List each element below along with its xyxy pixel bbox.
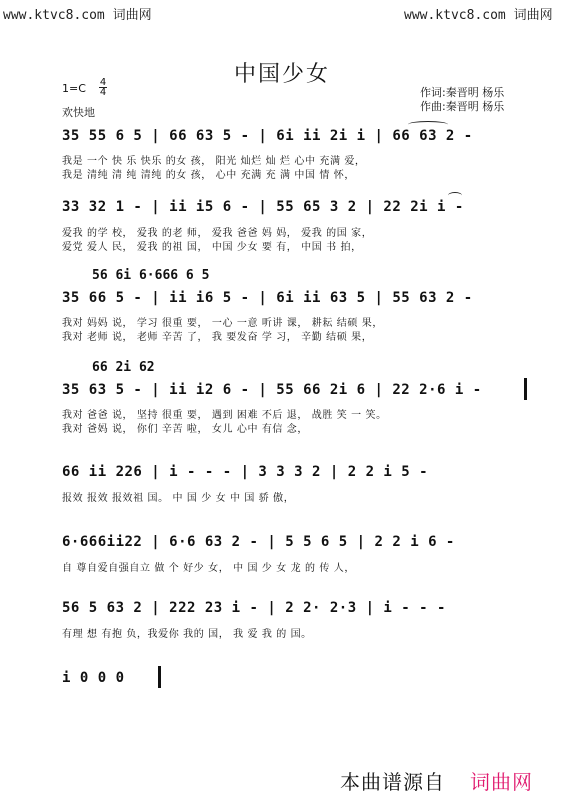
time-signature [99,78,107,97]
footer-site-link[interactable]: 词曲网 [470,770,533,794]
header-right-site: www.ktvc8.com 词曲网 [404,8,553,23]
lyric-line-1: 有理 想 有抱 负，我爱你 我的 国， 我 爱 我 的 国。 [62,629,312,640]
notation-line: i 0 0 0 [62,670,125,686]
footer-source-label: 本曲谱源自 [340,770,445,794]
page-title: 中国少女 [233,62,330,87]
tie-mark [448,192,462,199]
upper-voice-line: 56 6i 6·666 6 5 [92,268,210,283]
notation-line: 35 66 5 - | ii i6 5 - | 6i ii 63 5 | 55 63 2 - [62,290,473,306]
composer-credit: 作曲:秦晋明 杨乐 [420,100,505,113]
lyric-line-1: 报效 报效 报效祖 国。 中 国 少 女 中 国 骄 傲， [62,493,295,504]
lyric-line-1: 我对 妈妈 说， 学习 很重 要， 一心 一意 听讲 课， 耕耘 结硕 果， [62,318,383,329]
time-signature-bottom: 4 [99,87,107,98]
notation-line: 35 63 5 - | ii i2 6 - | 55 66 2i 6 | 22 2·6 i - [62,382,482,398]
upper-voice-line: 66 2i 62 [92,360,155,375]
tempo-marking: 欢快地 [62,106,95,119]
notation-line: 33 32 1 - | ii i5 6 - | 55 65 3 2 | 22 2i i - [62,199,464,215]
lyric-line-1: 爱我 的学 校， 爱我 的老 师， 爱我 爸爸 妈 妈， 爱我 的国 家， [62,228,373,239]
lyric-line-2: 我对 爸妈 说， 你们 辛苦 啦， 女儿 心中 有信 念， [62,424,309,435]
time-signature-top: 4 [99,77,107,88]
lyric-line-1: 我是 一个 快 乐 快乐 的女 孩， 阳光 灿烂 灿 烂 心中 充满 爱， [62,156,366,167]
notation-line: 6·666ii22 | 6·6 63 2 - | 5 5 6 5 | 2 2 i 6 - [62,534,455,550]
lyricist-credit: 作词:秦晋明 杨乐 [420,86,505,99]
lyric-line-1: 我对 爸爸 说， 坚持 很重 要， 遇到 困难 不后 退， 战胜 笑 一 笑。 [62,410,387,421]
final-barline [158,666,161,688]
lyric-line-1: 自 尊自爱自强自立 做 个 好少 女， 中 国 少 女 龙 的 传 人， [62,563,355,574]
notation-line: 56 5 63 2 | 222 23 i - | 2 2· 2·3 | i - - - [62,600,446,616]
notation-line: 35 55 6 5 | 66 63 5 - | 6i ii 2i i | 66 63 2 - [62,128,473,144]
tie-mark [408,121,448,128]
repeat-bar [524,378,527,400]
lyric-line-2: 爱党 爱人 民， 爱我 的祖 国， 中国 少女 要 有， 中国 书 拍， [62,242,362,253]
lyric-line-2: 我是 清纯 清 纯 清纯 的女 孩， 心中 充满 充 满 中国 情 怀， [62,170,355,181]
notation-line: 66 ii 226 | i - - - | 3 3 3 2 | 2 2 i 5 - [62,464,429,480]
key-signature: 1=C [62,82,86,95]
lyric-line-2: 我对 老师 说， 老师 辛苦 了， 我 要发奋 学 习， 辛勤 结硕 果， [62,332,373,343]
header-left-site: www.ktvc8.com 词曲网 [3,8,152,23]
